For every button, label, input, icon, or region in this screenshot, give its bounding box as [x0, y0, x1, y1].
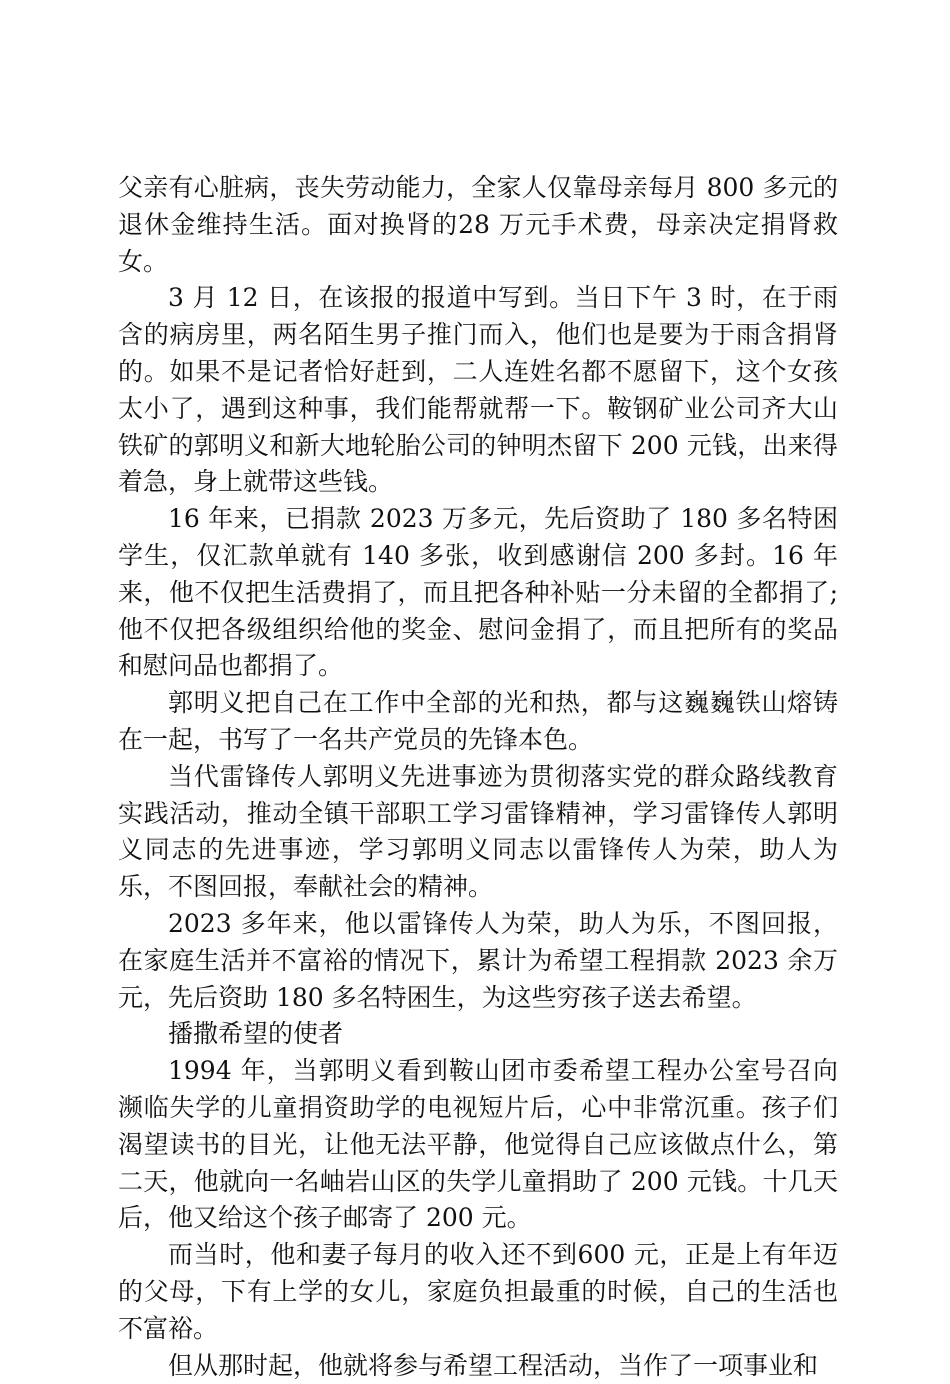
paragraph-4: 郭明义把自己在工作中全部的光和热，都与这巍巍铁山熔铸在一起，书写了一名共产党员的先锋本色。: [118, 685, 838, 759]
paragraph-9: 但从那时起，他就将参与希望工程活动，当作了一项事业和: [118, 1348, 838, 1384]
paragraph-3: 16 年来，已捐款 2023 万多元，先后资助了 180 多名特困学生，仅汇款单就有 140 多张，收到感谢信 200 多封。16 年来，他不仅把生活费捐了，而且把各种补贴一分未留的全都捐了;他不仅把各级组织给他的奖金、慰问金捐了，而且把所有的奖品和慰问品也都捐了。: [118, 501, 838, 685]
document-body: [118, 170, 838, 1384]
paragraph-2: 3 月 12 日，在该报的报道中写到。当日下午 3 时，在于雨含的病房里，两名陌生男子推门而入，他们也是要为于雨含捐肾的。如果不是记者恰好赶到，二人连姓名都不愿留下，这个女孩太小了，遇到这种事，我们能帮就帮一下。鞍钢矿业公司齐大山铁矿的郭明义和新大地轮胎公司的钟明杰留下 200 元钱，出来得着急，身上就带这些钱。: [118, 280, 838, 501]
paragraph-7: 1994 年，当郭明义看到鞍山团市委希望工程办公室号召向濒临失学的儿童捐资助学的电视短片后，心中非常沉重。孩子们渴望读书的目光，让他无法平静，他觉得自己应该做点什么，第二天，他就向一名岫岩山区的失学儿童捐助了 200 元钱。十几天后，他又给这个孩子邮寄了 200 元。: [118, 1053, 838, 1237]
paragraph-5: 当代雷锋传人郭明义先进事迹为贯彻落实党的群众路线教育实践活动，推动全镇干部职工学习雷锋精神，学习雷锋传人郭明义同志的先进事迹，学习郭明义同志以雷锋传人为荣，助人为乐，不图回报，奉献社会的精神。: [118, 759, 838, 906]
paragraph-6: 2023 多年来，他以雷锋传人为荣，助人为乐，不图回报，在家庭生活并不富裕的情况下，累计为希望工程捐款 2023 余万元，先后资助 180 多名特困生，为这些穷孩子送去希望。: [118, 906, 838, 1016]
section-heading: 播撒希望的使者: [118, 1016, 838, 1053]
paragraph-1: 父亲有心脏病，丧失劳动能力，全家人仅靠母亲每月 800 多元的退休金维持生活。面对换肾的28 万元手术费，母亲决定捐肾救女。: [118, 170, 838, 280]
paragraph-8: 而当时，他和妻子每月的收入还不到600 元，正是上有年迈的父母，下有上学的女儿，家庭负担最重的时候，自己的生活也不富裕。: [118, 1237, 838, 1347]
